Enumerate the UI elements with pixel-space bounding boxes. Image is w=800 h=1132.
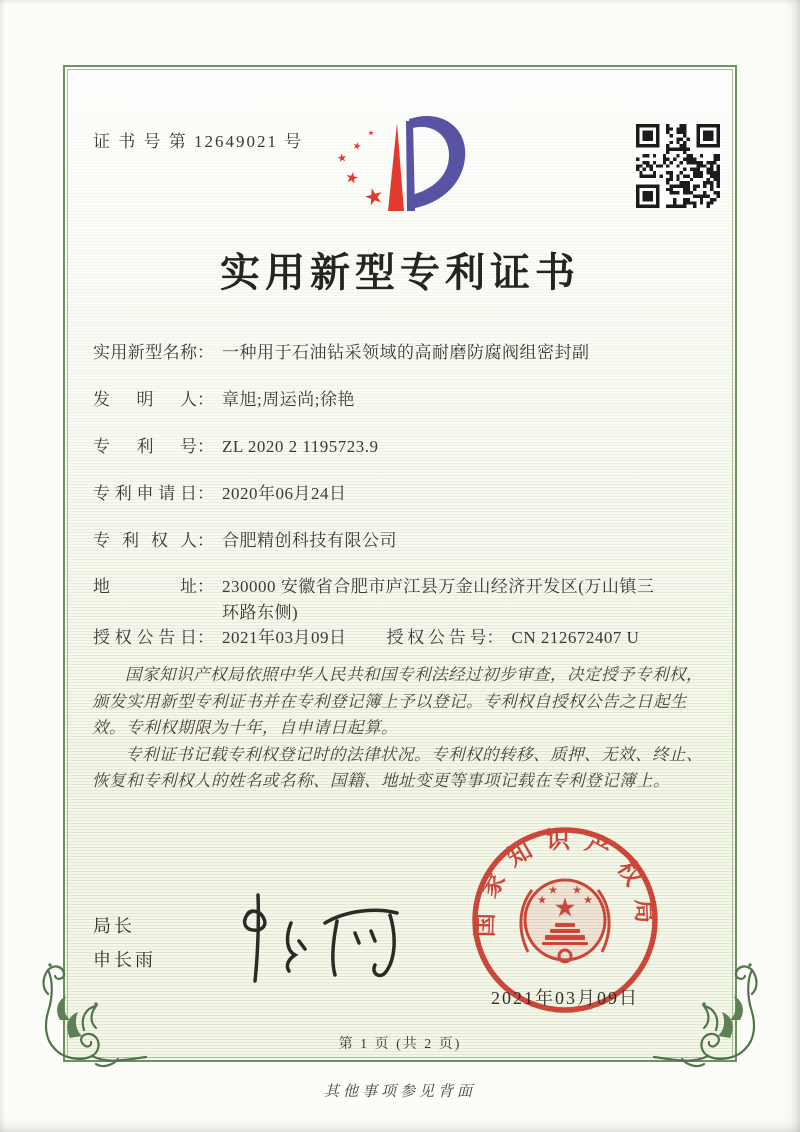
grant-no-pair (387, 625, 640, 651)
field-colon: ： (197, 577, 214, 596)
signer-name: 申长雨 (93, 950, 156, 970)
field-colon: ： (197, 390, 214, 409)
field-label: 实用新型名称 (93, 343, 197, 362)
field-row-grant (93, 625, 639, 651)
seal-date: 2021年03月09日 (491, 988, 639, 1008)
field-row-inventors (93, 387, 355, 413)
director-signature (225, 893, 425, 988)
field-label: 授权公告号 (386, 628, 487, 647)
field-colon: ： (197, 437, 214, 456)
field-row-address (93, 574, 660, 626)
corner-flourish-left-icon (38, 958, 152, 1070)
field-label: 发明人 (93, 390, 197, 409)
field-row-name (93, 340, 590, 366)
field-value-name: 一种用于石油钻采领域的高耐磨防腐阀组密封副 (222, 343, 590, 362)
cnipa-patent-logo-icon (330, 110, 480, 230)
seal-text: 国家知识产权局 (472, 827, 658, 938)
field-row-patent-no (93, 434, 379, 460)
field-value-grant-no: CN 212672407 U (511, 628, 640, 647)
field-label: 地址 (93, 577, 197, 596)
field-value-address: 230000 安徽省合肥市庐江县万金山经济开发区(万山镇三环路东侧) (222, 577, 655, 622)
body-paragraph-1: 国家知识产权局依照中华人民共和国专利法经过初步审查，决定授予专利权，颁发实用新型专利证书并在专利登记簿上予以登记。专利权自授权公告之日起生效。专利权期限为十年，自申请日起算。 (92, 665, 703, 737)
signer-title: 局长 (93, 916, 135, 936)
field-colon: ： (197, 531, 214, 550)
field-row-filing-date (93, 481, 347, 507)
qr-code (636, 124, 720, 208)
national-emblem-icon (521, 880, 609, 962)
back-side-note: 其他事项参见背面 (323, 1084, 476, 1100)
field-label: 专利权人 (93, 531, 197, 550)
certificate-number: 证 书 号 第 12649021 号 (93, 132, 304, 151)
field-colon: ： (197, 484, 214, 503)
certificate-title: 实用新型专利证书 (220, 250, 580, 295)
body-paragraph-2: 专利证书记载专利权登记时的法律状况。专利权的转移、质押、无效、终止、恢复和专利权人的姓名或名称、国籍、地址变更等事项记载在专利登记簿上。 (92, 744, 703, 790)
field-value-filing-date: 2020年06月24日 (222, 484, 347, 503)
field-colon: ： (197, 628, 214, 647)
field-value-grant-date: 2021年03月09日 (222, 628, 347, 647)
field-label: 专利申请日 (93, 484, 197, 503)
page-number: 第 1 页 (共 2 页) (338, 1037, 462, 1052)
field-label: 授权公告日 (93, 628, 197, 647)
field-colon: ： (197, 343, 214, 362)
legal-body-text (92, 662, 714, 795)
field-label: 专利号 (93, 437, 197, 456)
field-value-patentee: 合肥精创科技有限公司 (222, 531, 397, 550)
field-value-inventors: 章旭;周运尚;徐艳 (222, 390, 355, 409)
field-value-patent-no: ZL 2020 2 1195723.9 (222, 437, 379, 456)
field-row-patentee (93, 528, 397, 554)
field-colon: ： (486, 628, 504, 647)
grant-date-pair (93, 625, 347, 651)
